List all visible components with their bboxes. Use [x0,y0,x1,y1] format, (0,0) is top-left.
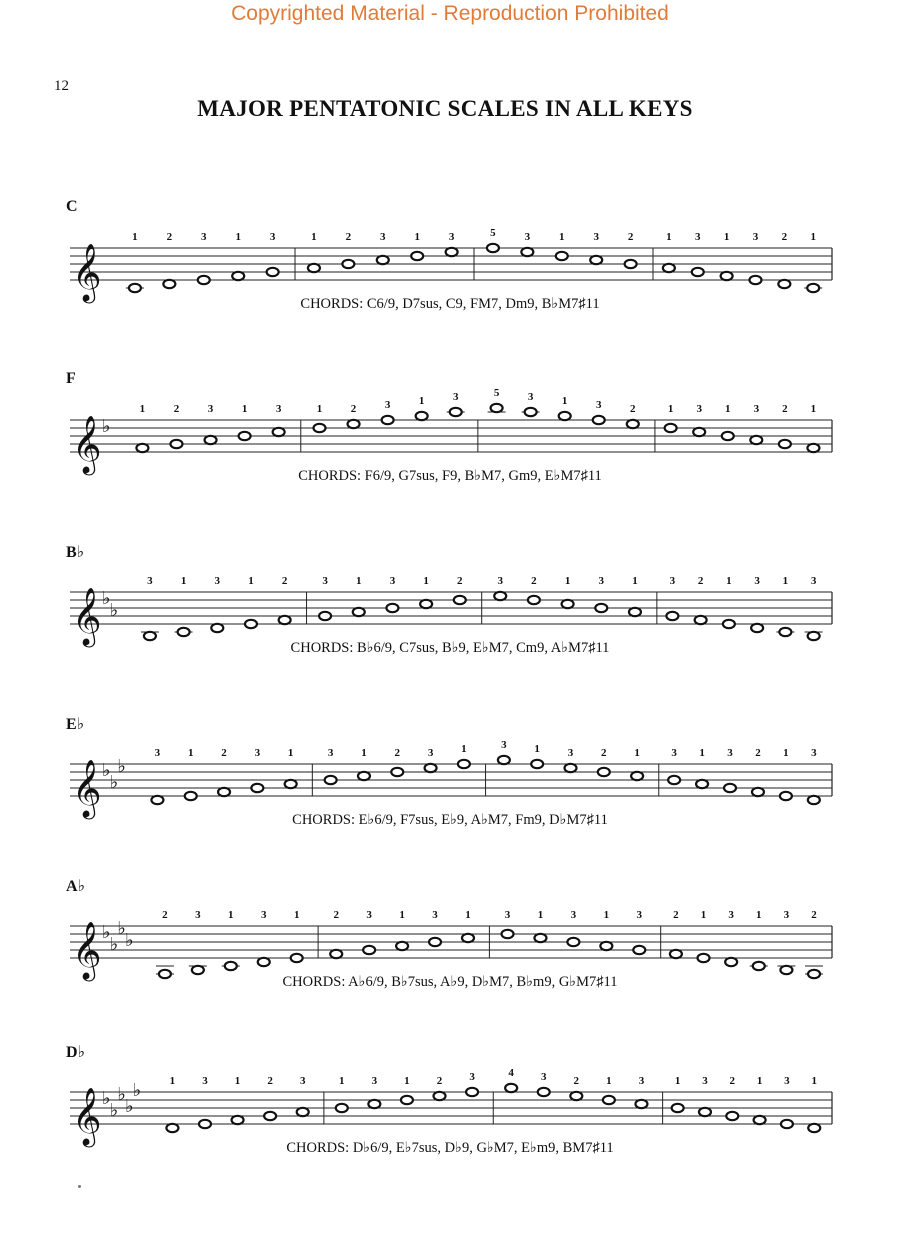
whole-note [251,784,263,792]
key-signature-flat-icon: ♭ [117,918,126,939]
fingering-number: 3 [154,747,161,759]
whole-note [239,432,251,440]
whole-note [625,260,637,268]
whole-note [807,284,819,292]
fingering-number: 3 [524,231,531,243]
whole-note [808,1124,820,1132]
whole-note [336,1104,348,1112]
whole-note [170,440,182,448]
whole-note [723,620,735,628]
fingering-number: 1 [241,403,248,415]
whole-note [199,1120,211,1128]
whole-note [668,776,680,784]
fingering-number: 3 [501,739,507,751]
whole-note [567,938,579,946]
fingering-number: 2 [173,403,180,415]
fingering-number: 3 [371,1075,378,1087]
fingering-number: 1 [311,231,317,243]
chords-text: CHORDS: D♭6/9, E♭7sus, D♭9, G♭M7, E♭m9, BM7♯11 [286,1140,614,1156]
whole-note [446,248,458,256]
key-signature-flat-icon: ♭ [132,1080,142,1101]
whole-note [559,412,571,420]
whole-note [534,934,546,942]
fingering-number: 2 [630,403,636,415]
fingering-number: 3 [448,231,455,243]
whole-note [590,256,602,264]
fingering-number: 1 [234,1075,241,1087]
fingering-number: 1 [700,909,707,921]
fingering-number: 3 [202,1075,208,1087]
fingering-number: 2 [755,747,761,759]
music-staff [0,540,900,650]
fingering-number: 3 [636,909,643,921]
fingering-number: 1 [228,909,234,921]
whole-note [808,796,820,804]
page-number: 12 [54,78,69,94]
whole-note [144,632,156,640]
treble-clef-icon: 𝄞 [72,243,102,301]
fingering-number: 2 [729,1075,736,1087]
whole-note [564,764,576,772]
whole-note [391,768,403,776]
whole-note [750,436,762,444]
fingering-number: 3 [269,231,276,243]
whole-note [754,1116,766,1124]
key-signature-flat-icon: ♭ [125,930,134,951]
whole-note [753,962,765,970]
key-signature-flat-icon: ♭ [102,416,111,437]
fingering-number: 2 [166,231,173,243]
fingering-number: 3 [427,747,434,759]
key-signature-flat-icon: ♭ [109,600,119,621]
whole-note [779,440,791,448]
fingering-number: 3 [784,1075,790,1087]
chords-text: CHORDS: C6/9, D7sus, C9, FM7, Dm9, B♭M7♯11 [300,296,600,312]
fingering-number: 2 [281,575,288,587]
whole-note [631,772,643,780]
whole-note [600,942,612,950]
whole-note [420,600,432,608]
fingering-number: 3 [299,1075,306,1087]
fingering-number: 3 [567,747,574,759]
fingering-number: 1 [534,743,540,755]
fingering-number: 4 [508,1067,514,1079]
fingering-number: 5 [490,227,496,239]
whole-note [752,788,764,796]
whole-note [273,428,285,436]
whole-note [386,604,398,612]
whole-note [593,416,605,424]
fingering-number: 5 [493,387,500,399]
whole-note [382,416,394,424]
key-label: A♭ [66,878,86,895]
fingering-number: 1 [564,575,571,587]
key-signature-flat-icon: ♭ [125,1096,134,1117]
fingering-number: 3 [754,575,760,587]
whole-note [401,1096,413,1104]
copyright-watermark: Copyrighted Material - Reproduction Prohibited [231,2,669,25]
music-staff [0,1040,900,1150]
fingering-number: 3 [598,575,605,587]
fingering-number: 1 [461,743,467,755]
scale-section-4 [0,712,900,852]
whole-note [807,444,819,452]
fingering-number: 3 [570,909,577,921]
whole-note [692,268,704,276]
fingering-number: 1 [404,1075,410,1087]
fingering-number: 2 [394,747,401,759]
whole-note [297,1108,309,1116]
whole-note [178,628,190,636]
fingering-number: 1 [756,1075,763,1087]
whole-note [725,958,737,966]
whole-note [466,1088,478,1096]
fingering-number: 1 [132,231,138,243]
whole-note [462,934,474,942]
fingering-number: 3 [380,231,386,243]
fingering-number: 3 [593,231,599,243]
key-label: C [66,198,78,215]
music-staff [0,712,900,822]
fingering-number: 3 [728,909,734,921]
fingering-number: 3 [254,747,261,759]
chords-text: CHORDS: F6/9, G7sus, F9, B♭M7, Gm9, E♭M7♯11 [298,468,602,484]
fingering-number: 3 [540,1071,547,1083]
whole-note [368,1100,380,1108]
fingering-number: 3 [504,909,511,921]
whole-note [487,244,499,252]
fingering-number: 2 [436,1075,443,1087]
whole-note [325,776,337,784]
whole-note [258,958,270,966]
whole-note [693,428,705,436]
fingering-number: 3 [696,403,702,415]
treble-clef-icon: 𝄞 [72,1087,102,1145]
fingering-number: 1 [666,231,672,243]
whole-note [570,1092,582,1100]
whole-note [163,280,175,288]
fingering-number: 2 [221,747,227,759]
whole-note [699,1108,711,1116]
whole-note [629,608,641,616]
music-staff [0,874,900,984]
whole-note [562,600,574,608]
key-label: E♭ [66,716,85,733]
fingering-number: 2 [811,909,817,921]
fingering-number: 3 [432,909,438,921]
fingering-number: 1 [169,1075,176,1087]
whole-note [633,946,645,954]
fingering-number: 1 [339,1075,345,1087]
whole-note [528,596,540,604]
fingering-number: 3 [669,575,676,587]
whole-note [454,596,466,604]
fingering-number: 1 [811,1075,817,1087]
fingering-number: 1 [634,747,640,759]
whole-note [531,760,543,768]
whole-note [494,592,506,600]
fingering-number: 3 [147,575,153,587]
fingering-number: 3 [275,403,282,415]
whole-note [808,632,820,640]
whole-note [185,792,197,800]
whole-note [598,768,610,776]
whole-note [670,950,682,958]
fingering-number: 3 [752,231,759,243]
scale-section-1 [0,196,900,336]
whole-note [136,444,148,452]
whole-note [502,930,514,938]
whole-note [780,792,792,800]
fingering-number: 1 [465,909,471,921]
fingering-number: 3 [260,909,267,921]
whole-note [666,612,678,620]
fingering-number: 1 [423,575,429,587]
whole-note [450,408,462,416]
fingering-number: 1 [726,575,732,587]
fingering-number: 1 [603,909,610,921]
whole-note [411,252,423,260]
whole-note [778,280,790,288]
whole-note [521,248,533,256]
key-signature-flat-icon: ♭ [102,922,111,943]
fingering-number: 2 [781,231,788,243]
key-signature-flat-icon: ♭ [102,588,111,609]
whole-note [434,1092,446,1100]
fingering-number: 2 [601,747,607,759]
treble-clef-icon: 𝄞 [72,921,102,979]
whole-note [425,764,437,772]
fingering-number: 3 [783,909,790,921]
scale-section-2 [0,368,900,508]
whole-note [721,272,733,280]
whole-note [353,608,365,616]
fingering-number: 2 [573,1075,580,1087]
whole-note [672,1104,684,1112]
chords-text: CHORDS: A♭6/9, B♭7sus, A♭9, D♭M7, B♭m9, G♭M7♯11 [282,974,618,990]
fingering-number: 2 [627,231,634,243]
fingering-number: 2 [673,909,679,921]
fingering-number: 3 [695,231,701,243]
music-staff [0,368,900,478]
whole-note [285,780,297,788]
chords-text: CHORDS: E♭6/9, F7sus, E♭9, A♭M7, Fm9, D♭M7♯11 [292,812,608,828]
whole-note [726,1112,738,1120]
fingering-number: 1 [667,403,674,415]
whole-note [781,1120,793,1128]
whole-note [722,432,734,440]
whole-note [267,268,279,276]
whole-note [232,1116,244,1124]
fingering-number: 1 [248,575,254,587]
fingering-number: 3 [497,575,503,587]
whole-note [245,620,257,628]
whole-note [232,272,244,280]
whole-note [264,1112,276,1120]
fingering-number: 1 [632,575,638,587]
fingering-number: 1 [316,403,323,415]
fingering-number: 1 [725,403,731,415]
treble-clef-icon: 𝄞 [72,415,102,473]
whole-note [724,784,736,792]
whole-note [416,412,428,420]
fingering-number: 1 [674,1075,681,1087]
whole-note [308,264,320,272]
fingering-number: 3 [527,391,534,403]
fingering-number: 1 [699,747,705,759]
fingering-number: 1 [356,575,362,587]
fingering-number: 3 [469,1071,475,1083]
fingering-number: 3 [201,231,207,243]
fingering-number: 3 [671,747,677,759]
fingering-number: 2 [267,1075,273,1087]
fingering-number: 2 [782,403,788,415]
whole-note [218,788,230,796]
fingering-number: 1 [399,909,405,921]
key-signature-flat-icon: ♭ [117,1084,126,1105]
whole-note [695,616,707,624]
whole-note [525,408,537,416]
whole-note [498,756,510,764]
whole-note [348,420,360,428]
fingering-number: 3 [595,399,602,411]
whole-note [635,1100,647,1108]
treble-clef-icon: 𝄞 [72,759,102,817]
fingering-number: 2 [697,575,704,587]
key-label: F [66,370,76,387]
whole-note [751,624,763,632]
whole-note [205,436,217,444]
whole-note [291,954,303,962]
fingering-number: 2 [457,575,463,587]
whole-note [458,760,470,768]
fingering-number: 3 [811,747,817,759]
fingering-number: 1 [414,231,420,243]
fingering-number: 1 [235,231,241,243]
page-title: MAJOR PENTATONIC SCALES IN ALL KEYS [197,96,693,121]
key-signature-flat-icon: ♭ [102,1088,111,1109]
fingering-number: 1 [180,575,187,587]
whole-note [151,796,163,804]
key-signature-flat-icon: ♭ [109,772,119,793]
fingering-number: 3 [389,575,396,587]
fingering-number: 1 [293,909,300,921]
scale-section-5 [0,874,900,1014]
whole-note [491,404,503,412]
fingering-number: 2 [333,909,339,921]
music-staff [0,196,900,306]
whole-note [330,950,342,958]
whole-note [211,624,223,632]
fingering-number: 1 [561,395,568,407]
fingering-number: 3 [384,399,391,411]
key-label: B♭ [66,544,85,561]
fingering-number: 3 [753,403,760,415]
fingering-number: 1 [361,747,367,759]
whole-note [358,772,370,780]
whole-note [363,946,375,954]
key-label: D♭ [66,1044,86,1061]
scale-section-3 [0,540,900,680]
whole-note [749,276,761,284]
whole-note [377,256,389,264]
whole-note [556,252,568,260]
fingering-number: 3 [727,747,733,759]
whole-note [129,284,141,292]
whole-note [396,942,408,950]
key-signature-flat-icon: ♭ [109,1100,119,1121]
fingering-number: 3 [452,391,459,403]
key-signature-flat-icon: ♭ [102,760,111,781]
fingering-number: 3 [810,575,817,587]
whole-note [505,1084,517,1092]
fingering-number: 1 [187,747,194,759]
fingering-number: 1 [559,231,565,243]
fingering-number: 3 [207,403,214,415]
fingering-number: 3 [366,909,372,921]
fingering-number: 3 [322,575,328,587]
fingering-number: 1 [606,1075,612,1087]
whole-note [696,780,708,788]
whole-note [779,628,791,636]
fingering-number: 3 [195,909,201,921]
fingering-number: 1 [810,403,817,415]
fingering-number: 1 [287,747,294,759]
whole-note [314,424,326,432]
fingering-number: 1 [756,909,762,921]
fingering-number: 2 [162,909,168,921]
whole-note [166,1124,178,1132]
fingering-number: 1 [723,231,730,243]
fingering-number: 3 [638,1075,645,1087]
whole-note [342,260,354,268]
scale-section-6 [0,1040,900,1180]
whole-note [603,1096,615,1104]
fingering-number: 1 [537,909,544,921]
treble-clef-icon: 𝄞 [72,587,102,645]
fingering-number: 1 [810,231,816,243]
whole-note [319,612,331,620]
whole-note [225,962,237,970]
key-signature-flat-icon: ♭ [117,756,126,777]
whole-note [192,966,204,974]
chords-text: CHORDS: B♭6/9, C7sus, B♭9, E♭M7, Cm9, A♭M7♯11 [290,640,610,656]
fingering-number: 2 [345,231,352,243]
fingering-number: 1 [783,747,789,759]
stray-mark [78,1185,81,1188]
fingering-number: 1 [418,395,425,407]
whole-note [627,420,639,428]
whole-note [595,604,607,612]
fingering-number: 3 [214,575,221,587]
fingering-number: 2 [350,403,357,415]
whole-note [663,264,675,272]
fingering-number: 2 [531,575,537,587]
whole-note [698,954,710,962]
whole-note [780,966,792,974]
whole-note [538,1088,550,1096]
whole-note [429,938,441,946]
whole-note [198,276,210,284]
fingering-number: 1 [139,403,146,415]
fingering-number: 1 [782,575,789,587]
whole-note [279,616,291,624]
key-signature-flat-icon: ♭ [109,934,119,955]
whole-note [665,424,677,432]
fingering-number: 3 [702,1075,708,1087]
fingering-number: 3 [327,747,334,759]
